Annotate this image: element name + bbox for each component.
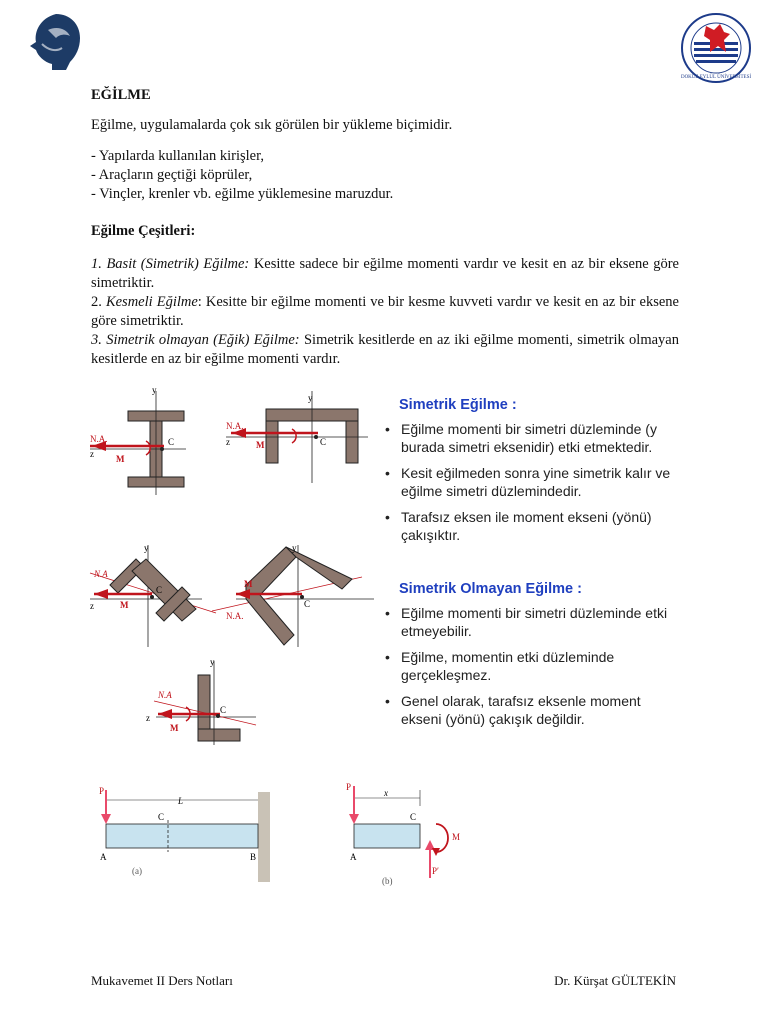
- free-body-figure: [346, 782, 460, 886]
- symmetric-notes: [383, 396, 683, 552]
- list-item: - Yapılarda kullanılan kirişler,: [91, 148, 264, 164]
- svg-text:(b): (b): [382, 876, 393, 886]
- beam-diagram: [90, 780, 490, 890]
- list-item: • Eğilme momenti bir simetri düzleminde (y burada simetri eksenidir) etki etmektedir.: [401, 420, 683, 456]
- type-label: 1. Basit (Simetrik) Eğilme:: [91, 256, 250, 272]
- svg-text:C: C: [304, 599, 311, 609]
- type-text: Simetrik kesitlerde en az iki eğilme momenti, simetrik olmayan kesitlerde en az bir eğilme momenti vardır.: [91, 332, 679, 367]
- svg-text:C: C: [320, 437, 327, 447]
- rotated-t-section: [90, 543, 216, 647]
- svg-text:M: M: [256, 440, 265, 450]
- type-item-3: [91, 331, 679, 369]
- svg-text:N.A.: N.A.: [226, 611, 244, 621]
- svg-text:y: y: [308, 393, 313, 403]
- svg-text:z: z: [226, 437, 230, 447]
- axis-label: z: [90, 449, 94, 459]
- asymmetric-notes: [383, 580, 683, 736]
- svg-text:M: M: [170, 723, 179, 733]
- list-item: - Vinçler, krenler vb. eğilme yüklemesine maruzdur.: [91, 186, 394, 202]
- svg-text:P: P: [346, 782, 352, 792]
- beam-figures: [90, 780, 490, 890]
- svg-text:M: M: [452, 832, 461, 842]
- cantilever-beam-figure: [99, 786, 270, 882]
- list-item: • Genel olarak, tarafsız eksenle moment ekseni (yönü) çakışık değildir.: [401, 692, 683, 728]
- svg-text:C: C: [156, 585, 163, 595]
- svg-text:C: C: [158, 812, 165, 822]
- symmetric-list: [383, 420, 683, 544]
- svg-text:y: y: [210, 657, 215, 667]
- svg-text:P′: P′: [432, 866, 439, 876]
- footer-right: Dr. Kürşat GÜLTEKİN: [554, 973, 676, 988]
- rotated-angle-section: [212, 543, 374, 647]
- type-label: 3. Simetrik olmayan (Eğik) Eğilme:: [91, 332, 300, 348]
- list-item: • Eğilme, momentin etki düzleminde gerçekleşmez.: [401, 648, 683, 684]
- type-label: Kesmeli Eğilme: [105, 294, 198, 310]
- types-list: [91, 255, 679, 369]
- list-item: • Eğilme momenti bir simetri düzleminde etki etmeyebilir.: [401, 604, 683, 640]
- svg-text:z: z: [90, 601, 94, 611]
- usage-list: [91, 147, 679, 204]
- seal-text: DOKUZ EYLÜL ÜNİVERSİTESİ: [680, 75, 752, 80]
- axis-label: y: [152, 385, 157, 395]
- l-angle-section: [146, 657, 256, 745]
- type-item-2: [91, 293, 679, 331]
- svg-text:A: A: [100, 852, 107, 862]
- cross-section-diagram: [86, 385, 376, 745]
- list-item: • Kesit eğilmeden sonra yine simetrik kalır ve eğilme simetri düzlemindedir.: [401, 464, 683, 500]
- moment-label: M: [116, 454, 125, 464]
- cross-section-figures: [86, 385, 376, 745]
- channel-section: [226, 391, 368, 483]
- page-title: EĞİLME: [91, 87, 151, 103]
- type-number: 2.: [91, 294, 106, 310]
- svg-text:y: y: [292, 543, 297, 553]
- type-item-1: [91, 255, 679, 293]
- svg-text:M: M: [120, 600, 129, 610]
- svg-text:C: C: [410, 812, 417, 822]
- svg-text:P: P: [99, 786, 105, 796]
- type-text: Kesitte sadece bir eğilme momenti vardır ve kesit en az bir eksene göre simetriktir.: [91, 256, 679, 291]
- svg-text:y: y: [144, 543, 149, 553]
- i-beam-section: [90, 385, 186, 495]
- asymmetric-list: [383, 604, 683, 728]
- centroid-label: C: [168, 437, 175, 447]
- type-text: : Kesitte bir eğilme momenti ve bir kesme kuvveti vardır ve kesit en az bir eksene göre simetriktir.: [91, 294, 679, 329]
- svg-text:L: L: [178, 796, 184, 806]
- svg-text:M: M: [244, 579, 253, 589]
- svg-text:x: x: [384, 788, 388, 798]
- list-item: - Araçların geçtiği köprüler,: [91, 167, 253, 183]
- svg-text:(a): (a): [132, 866, 142, 876]
- svg-text:B: B: [250, 852, 257, 862]
- svg-text:N.A: N.A: [94, 569, 108, 579]
- footer-left: Mukavemet II Ders Notları: [91, 973, 233, 988]
- svg-text:N.A.: N.A.: [226, 421, 244, 431]
- asymmetric-heading: Simetrik Olmayan Eğilme :: [399, 581, 582, 597]
- intro-text: Eğilme, uygulamalarda çok sık görülen bir yükleme biçimidir.: [91, 117, 453, 133]
- portrait-logo-icon: [26, 10, 86, 72]
- na-label: N.A.: [90, 434, 108, 444]
- types-heading: Eğilme Çeşitleri:: [91, 223, 196, 239]
- list-item: • Tarafsız eksen ile moment ekseni (yönü) çakışıktır.: [401, 508, 683, 544]
- svg-text:A: A: [350, 852, 357, 862]
- svg-text:z: z: [146, 713, 150, 723]
- university-seal-icon: [680, 12, 752, 84]
- svg-text:C: C: [220, 705, 227, 715]
- symmetric-heading: Simetrik Eğilme :: [399, 397, 517, 413]
- svg-text:N.A: N.A: [158, 690, 172, 700]
